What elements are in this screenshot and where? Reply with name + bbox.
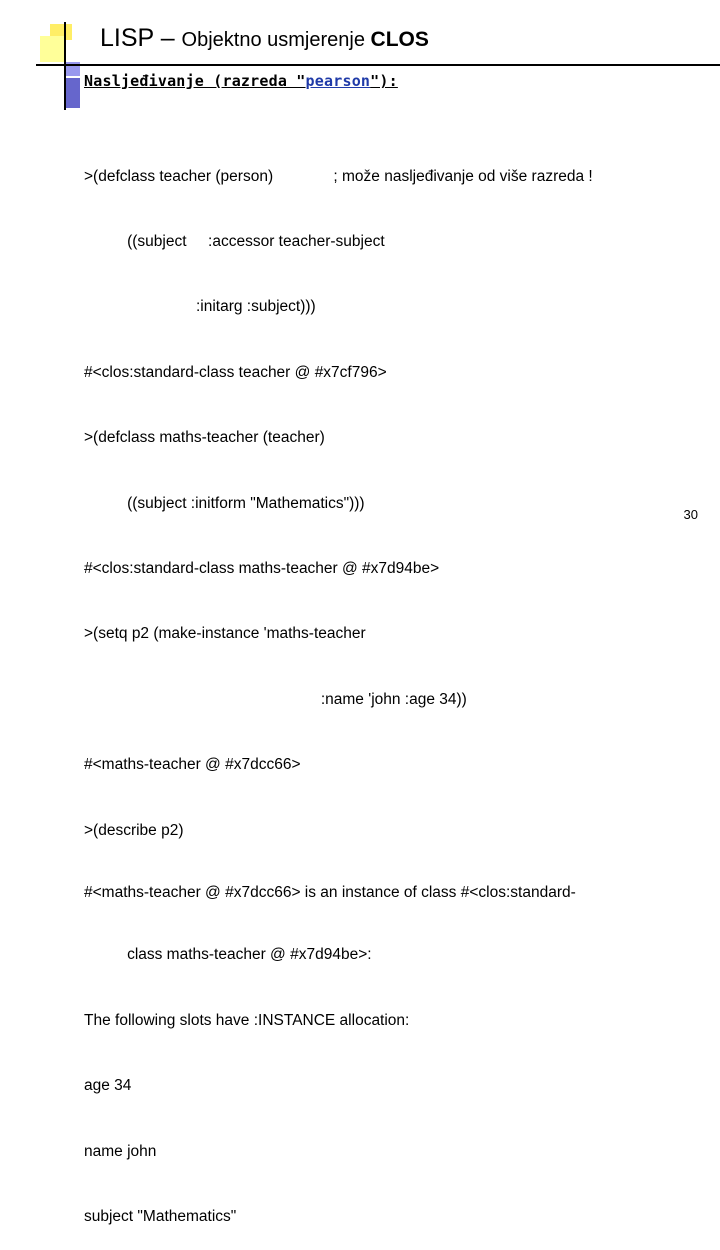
title-clos: CLOS — [370, 28, 429, 51]
code-line: #<maths-teacher @ #x7dcc66> is an instance of class #<clos:standard- — [84, 883, 576, 901]
code-line: class maths-teacher @ #x7d94be>: — [84, 946, 372, 964]
slide-subtitle — [84, 72, 398, 90]
code-line: age 34 — [84, 1077, 132, 1095]
code-line: #<maths-teacher @ #x7dcc66> — [84, 756, 301, 774]
subtitle-suffix: "): — [370, 72, 398, 90]
subtitle-link-pearson[interactable]: pearson — [305, 72, 371, 90]
code-line: #<clos:standard-class teacher @ #x7cf796> — [84, 363, 387, 381]
code-line: name john — [84, 1142, 157, 1160]
code-line: >(defclass maths-teacher (teacher) — [84, 429, 325, 447]
decor-vertical-line — [64, 22, 66, 110]
code-line: ((subject :accessor teacher-subject — [84, 232, 385, 250]
code-line: ((subject :initform "Mathematics"))) — [84, 494, 365, 512]
title-objektno: Objektno usmjerenje — [181, 29, 371, 51]
code-line: >(setq p2 (make-instance 'maths-teacher — [84, 625, 366, 643]
code-block — [84, 122, 593, 1250]
decor-square-yellow — [40, 36, 66, 62]
code-line: #<clos:standard-class maths-teacher @ #x7d94be> — [84, 559, 440, 577]
code-line: :name 'john :age 34)) — [84, 690, 467, 708]
code-line: subject "Mathematics" — [84, 1208, 237, 1226]
code-line: :initarg :subject))) — [84, 298, 316, 316]
code-line: >(describe p2) — [84, 821, 184, 839]
subtitle-prefix: Nasljeđivanje (razreda " — [84, 72, 306, 90]
code-line: >(defclass teacher (person) ; može nasljeđivanje od više razreda ! — [84, 167, 593, 185]
page-number: 30 — [683, 507, 698, 522]
title-divider — [36, 64, 720, 66]
decor-square-blue — [66, 78, 80, 108]
title-lisp: LISP – — [100, 24, 182, 52]
slide-title — [100, 18, 429, 58]
code-line: The following slots have :INSTANCE allocation: — [84, 1011, 410, 1029]
